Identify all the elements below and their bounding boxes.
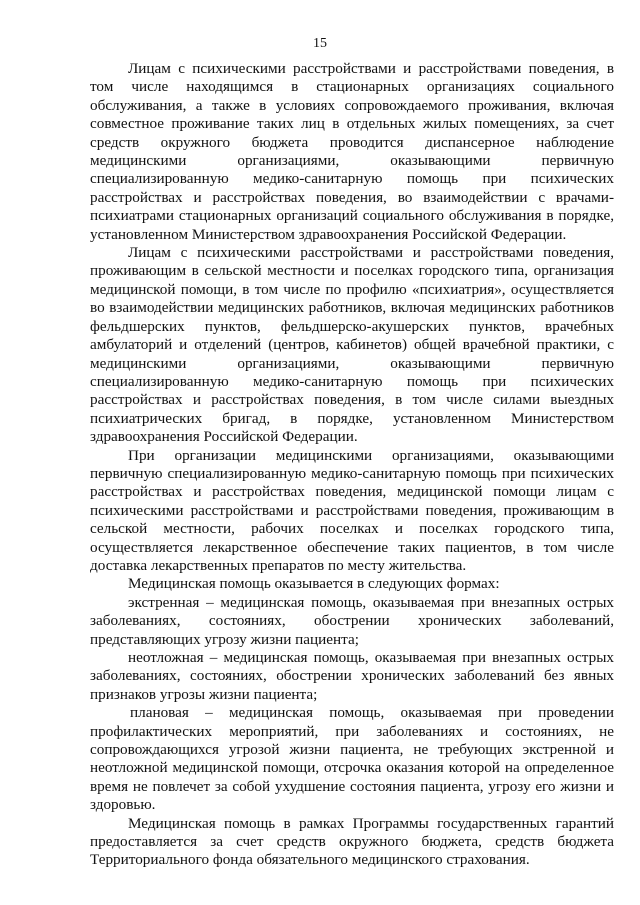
paragraph-planned-care: плановая – медицинская помощь, оказываемая при проведении профилактических мероприятий, при заболеваниях и состояниях, не сопровождающихся угрозой жизни пациента, не требующих экстренной и неотложной медицинской помощи, отсрочка оказания которой на определенное время не повлечет за собой ухудшение состояния пациента, угрозу его жизни и здоровью. [90,704,614,814]
paragraph-funding: Медицинская помощь в рамках Программы государственных гарантий предоставляется за счет средств окружного бюджета, средств бюджета Территориального фонда обязательного медицинского страхования. [90,814,614,869]
paragraph-care-forms-intro: Медицинская помощь оказывается в следующих формах: [128,575,500,593]
paragraph-rural-psychiatric-care: Лицам с психическими расстройствами и расстройствами поведения, проживающим в сельской местности и поселках городского типа, организация медицинской помощи, в том числе по профилю «психиатрия», осуществляется во взаимодействии медицинских работников, включая медицинских работников фельдшерских пунктов, фельдшерско-акушерских пунктов, врачебных амбулаторий и отделений (центров, кабинетов) общей врачебной практики, с медицинскими организациями, оказывающими первичную специализированную медико-санитарную помощь при психических расстройствах и расстройствах поведения, в том числе силами выездных психиатрических бригад, в порядке, установленном Министерством здравоохранения Российской Федерации. [90,244,614,446]
paragraph-emergency-care: экстренная – медицинская помощь, оказываемая при внезапных острых заболеваниях, состояниях, обострении хронических заболеваний, представляющих угрозу жизни пациента; [90,593,614,648]
paragraph-psychiatric-dispensary-observation: Лицам с психическими расстройствами и расстройствами поведения, в том числе находящимся в стационарных организациях социального обслуживания, а также в условиях сопровождаемого проживания, включая совместное проживание таких лиц в отдельных жилых помещениях, за счет средств окружного бюджета проводится диспансерное наблюдение медицинскими организациями, оказывающими первичную специализированную медико-санитарную помощь при психических расстройствах и расстройствах поведения, во взаимодействии с врачами-психиатрами стационарных организаций социального обслуживания в порядке, установленном Министерством здравоохранения Российской Федерации. [90,60,614,243]
page-number: 15 [313,36,327,51]
paragraph-urgent-care: неотложная – медицинская помощь, оказываемая при внезапных острых заболеваниях, состояниях, обострении хронических заболеваний без явных признаков угрозы жизни пациента; [90,649,614,703]
paragraph-drug-supply: При организации медицинскими организациями, оказывающими первичную специализированную медико-санитарную помощь при психических расстройствах и расстройствах поведения, медицинской помощи лицам с психическими расстройствами и расстройствами поведения, проживающим в сельской местности, рабочих поселках и поселках городского типа, осуществляется лекарственное обеспечение таких пациентов, в том числе доставка лекарственных препаратов по месту жительства. [90,446,614,574]
document-body [90,60,614,870]
